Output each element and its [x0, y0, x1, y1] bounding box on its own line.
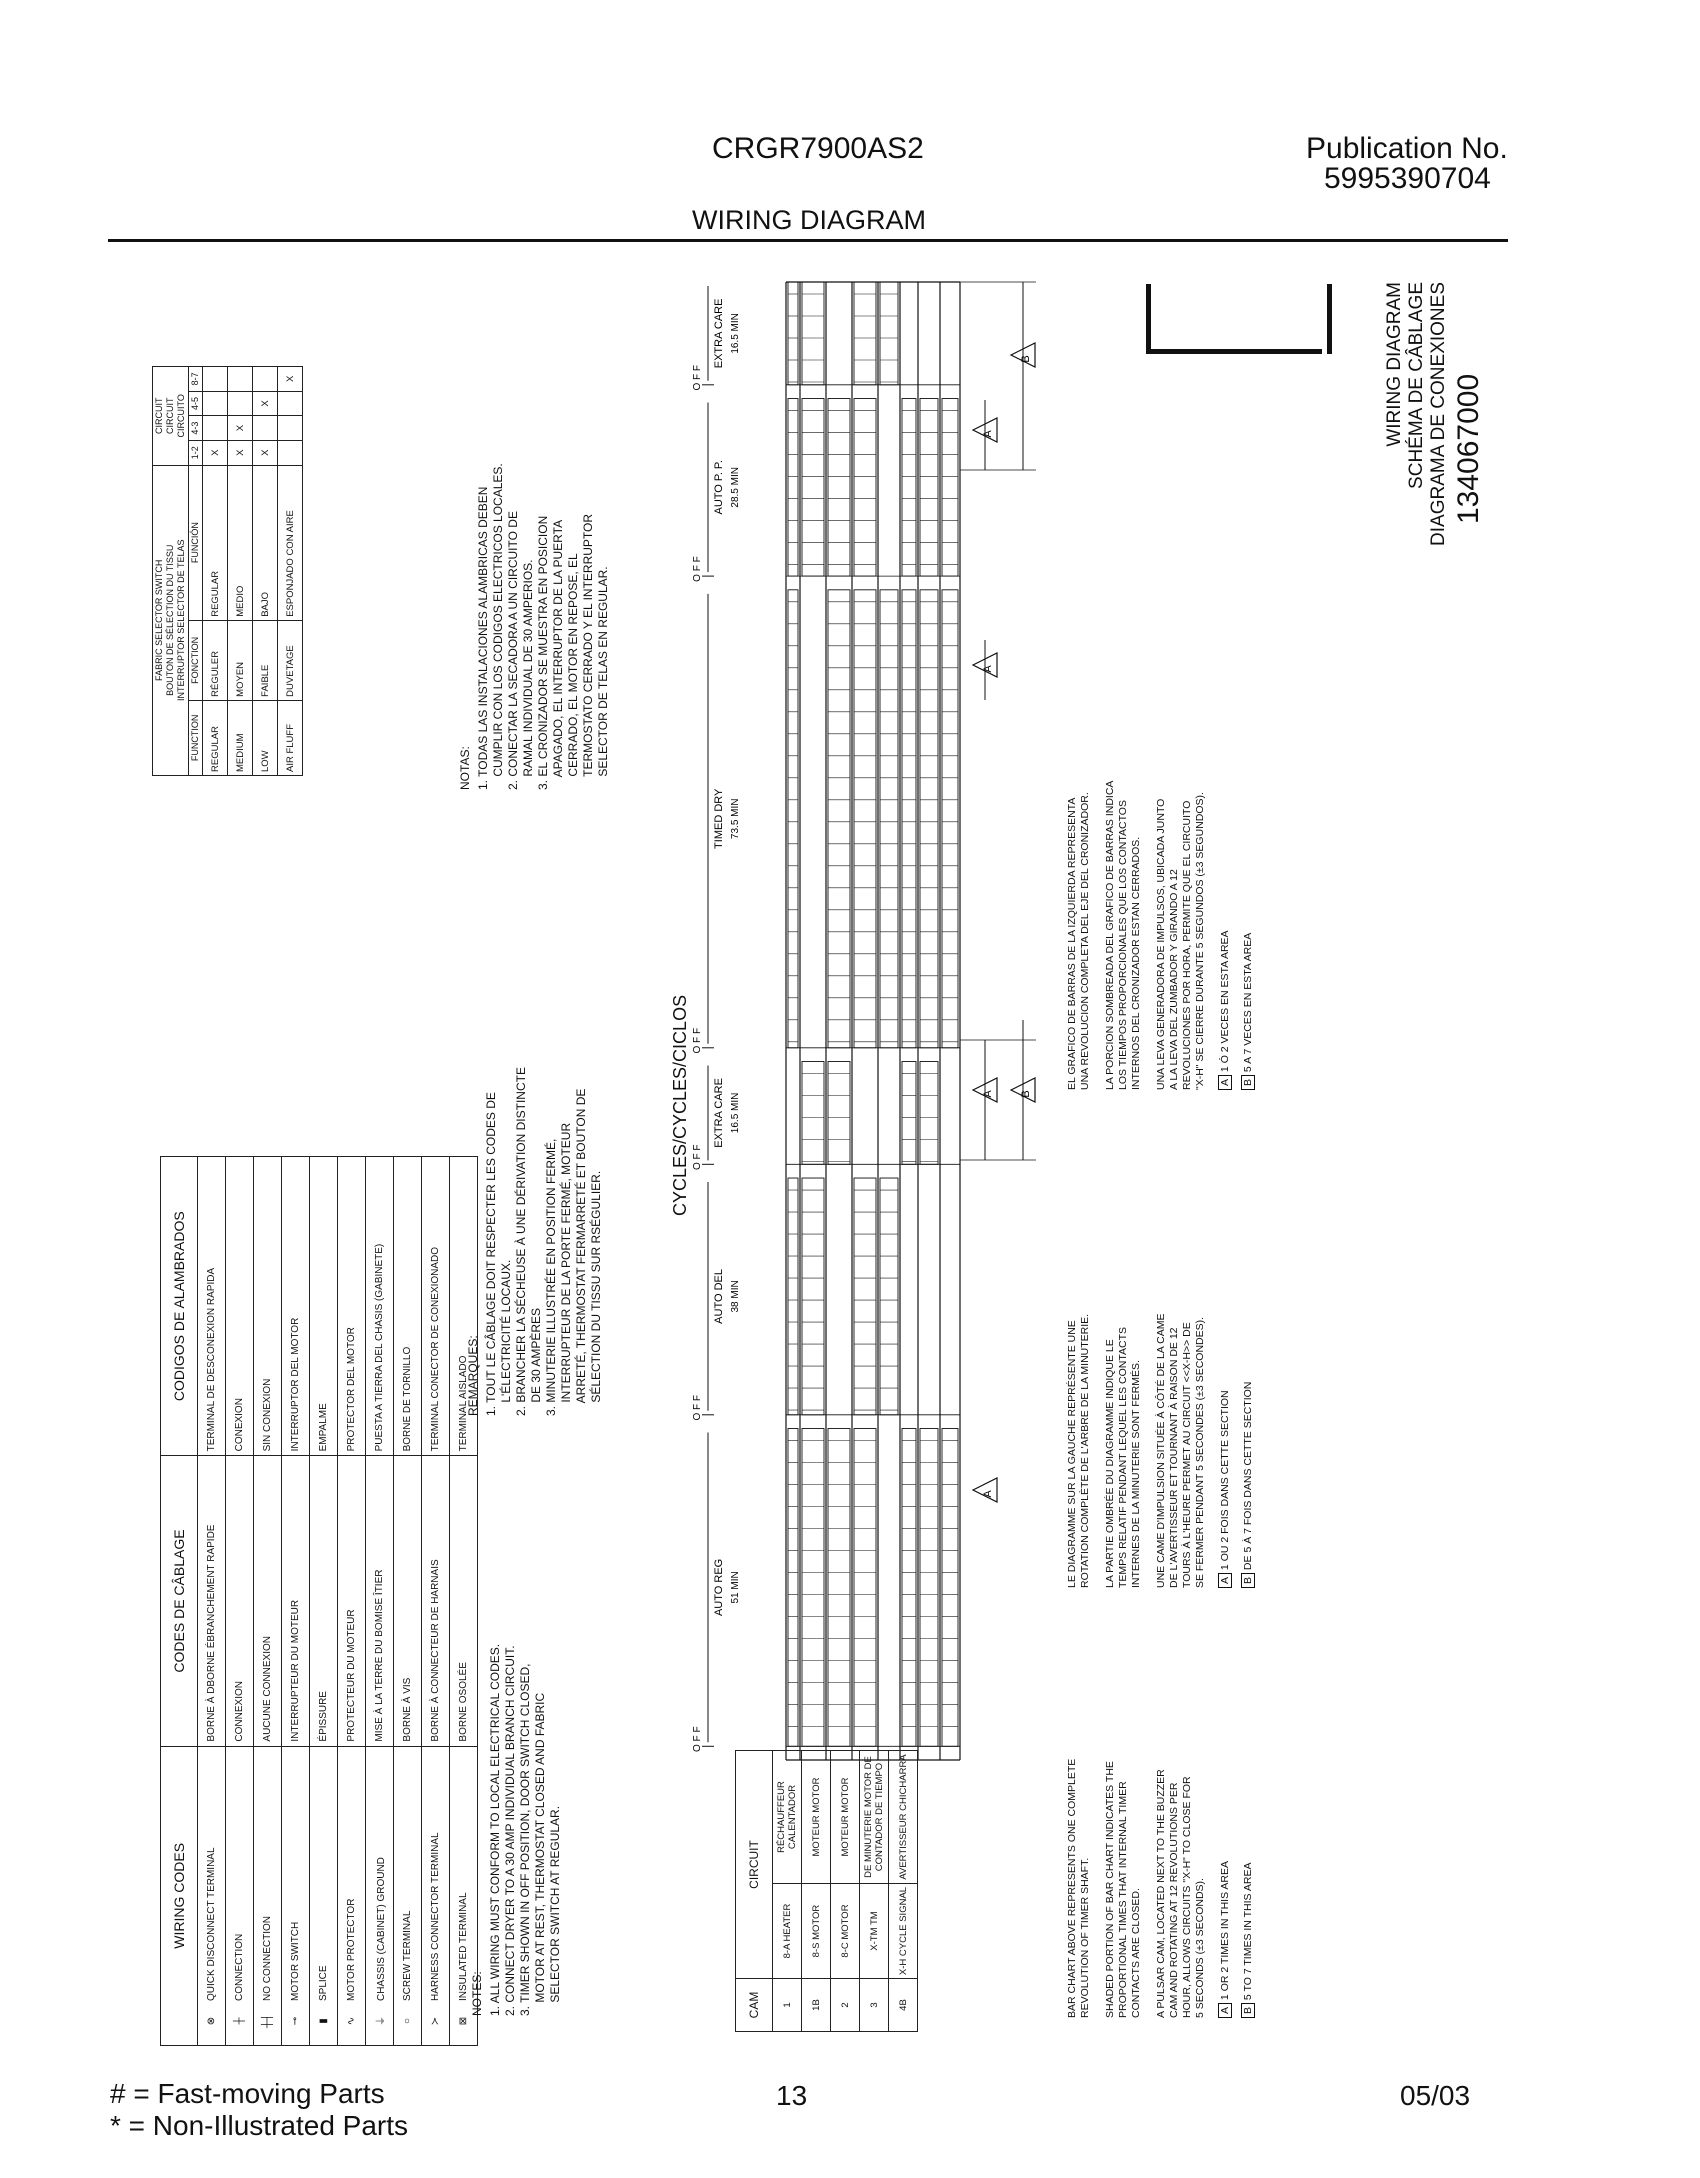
contact-bar: [802, 282, 824, 385]
notes-en: NOTES: 1. ALL WIRING MUST CONFORM TO LOCAL ELECTRICAL CODES. 2. CONNECT DRYER TO A 30 AMP INDIVIDUAL BRANCH CIRCUIT. 3. TIMER SHOWN IN OFF POSITION, DOOR SWITCH CLOSED, MOTOR AT REST, THERMOSTAT CLOSED AND FABRIC SELECTOR SWITCH AT REGULAR.: [470, 1643, 562, 2016]
bar-note-line: LE DIAGRAMME SUR LA GAUCHE REPRÉSENTE UNE: [1066, 1320, 1078, 1588]
circuit-header: CIRCUIT: [736, 1751, 773, 1979]
fs-circuit: CIRCUIT CIRCUIT CIRCUITO: [153, 367, 189, 466]
note-line: RAMAL INDIVIDUAL DE 30 AMPERIOS.: [521, 559, 535, 790]
wiring-code-row: ○SCREW TERMINAL BORNE À VIS BORNE DE TORNILLO: [394, 1157, 422, 2046]
wiring-symbol-icon: ┼┤: [262, 2013, 273, 2029]
publication-number: 5995390704: [1324, 162, 1491, 195]
wiring-code-row: ⊠INSULATED TERMINAL BORNE OSOLÉE TERMINAL AISLADO: [450, 1157, 478, 2046]
off-label: O F F: [692, 1144, 703, 1171]
bar-note-line: LA PARTIE OMBRÉE DU DIAGRAMME INDIQUE LE: [1104, 1339, 1116, 1588]
marker-label: A: [982, 430, 994, 438]
contact-bar: [788, 1429, 798, 1747]
fast-moving-legend: # = Fast-moving Parts: [110, 2078, 385, 2109]
contact-bar: [788, 282, 798, 385]
note-line: 2. CONNECT DRYER TO A 30 AMP INDIVIDUAL BRANCH CIRCUIT.: [503, 1645, 517, 2016]
cycle-minutes: 38 MIN: [730, 1280, 741, 1313]
bar-note-line: HOUR, ALLOWS CIRCUITS "X-H" TO CLOSE FOR: [1181, 1776, 1193, 2018]
cam-row: 1 8-A HEATER RÉCHAUFFEUR CALENTADOR: [773, 1751, 802, 2032]
cam-circuit-table: [735, 1750, 918, 2032]
off-label: O F F: [692, 1726, 703, 1752]
contact-bar: [880, 1178, 898, 1415]
cam-row: 3 X-TM TM DE MINUTERIE MOTOR DE CONTADOR DE TIEMPO: [860, 1751, 889, 2032]
cam-row: 4B X-H CYCLE SIGNAL AVERTISSEUR CHICHARRA: [889, 1751, 918, 2032]
marker-label: B: [1020, 1090, 1032, 1098]
contact-bar: [828, 399, 850, 577]
bar-note-line: LOS TIEMPOS PROPORCIONALES QUE LOS CONTACTOS: [1117, 800, 1129, 1090]
fs-col-header: FUNCIÓN: [189, 465, 203, 620]
cam-row: 2 8-C MOTOR MOTEUR MOTOR: [831, 1751, 860, 2032]
bar-note-line: INTERNES DE LA MINUTERIE SONT FERMÉS.: [1130, 1360, 1142, 1588]
contact-bar: [828, 1062, 850, 1165]
contact-bar: [802, 399, 824, 577]
corner-bracket-bottom: [1146, 349, 1322, 354]
bar-note-line: REVOLUTION OF TIMER SHAFT.: [1079, 1857, 1091, 2018]
cycle-minutes: 28.5 MIN: [730, 467, 741, 508]
wiring-code-row: ⊸MOTOR SWITCH INTERRUPTEUR DU MOTEUR INTERRUPTOR DEL MOTOR: [282, 1157, 310, 2046]
wiring-symbol-icon: ⊠: [458, 2016, 469, 2026]
note-line: 3. TIMER SHOWN IN OFF POSITION, DOOR SWITCH CLOSED,: [518, 1663, 532, 2016]
cycle-label: EXTRA CARE: [713, 1078, 725, 1148]
contact-bar: [920, 590, 938, 1048]
contact-bar: [942, 399, 958, 577]
bar-note-line: INTERNOS DEL CRONIZADOR ESTAN CERRADOS.: [1130, 836, 1142, 1090]
bar-note-line: EL GRAFICO DE BARRAS DE LA IZQUIERDA REPRESENTA: [1066, 797, 1078, 1090]
page-number: 13: [776, 2080, 808, 2111]
note-line: 3. MINUTERIE ILLUSTRÉE EN POSITION FERMÉ,: [544, 1138, 558, 1416]
off-label: O F F: [692, 364, 703, 391]
diagram-number: 134067000: [1452, 373, 1485, 524]
contact-bar: [942, 1429, 958, 1747]
fs-col-header: FUNCTION: [189, 700, 203, 775]
contact-bar: [854, 590, 876, 1048]
wiring-code-row: ┼CONNECTION CONNEXION CONEXION: [226, 1157, 254, 2046]
cam-row: 1B 8-S MOTOR MOTEUR MOTOR: [802, 1751, 831, 2032]
contact-bar: [942, 590, 958, 1048]
contact-bar: [902, 590, 916, 1048]
contact-bar: [902, 1429, 916, 1747]
wiring-symbol-icon: ⊸: [290, 2016, 301, 2026]
wiring-symbol-icon: ○: [402, 2017, 413, 2025]
note-line: 1. ALL WIRING MUST CONFORM TO LOCAL ELECTRICAL CODES.: [488, 1643, 502, 2016]
bar-note-line: SE FERMER PENDANT 5 SECONDES (±3 SECONDES).: [1194, 1316, 1206, 1588]
cycle-label: AUTO DEL: [713, 1269, 725, 1324]
chart-labels: [692, 299, 741, 1752]
bar-note-line: "X-H" SE CIERRE DURANTE 5 SEGUNDOS (±3 SEGUNDOS).: [1194, 792, 1206, 1090]
fs-col-header: 4-5: [189, 391, 203, 416]
fs-col-header: 4-3: [189, 416, 203, 441]
wc-header-es: CODIGOS DE ALAMBRADOS: [161, 1157, 198, 1456]
marker-b-icon: B: [1241, 2003, 1255, 2018]
cycles-title: CYCLES/CYCLES/CICLOS: [670, 994, 690, 1216]
wiring-symbol-icon: ▮: [318, 2018, 329, 2024]
fs-row: REGULAR RÉGULER REGULAR X: [203, 367, 228, 776]
note-line: L'ÉLECTRICITÉ LOCAUX.: [499, 1259, 513, 1416]
contact-bar: [880, 590, 898, 1048]
bar-note-line: CONTACTS ARE CLOSED.: [1130, 1888, 1142, 2018]
bar-note-line: UNA LEVA GENERADORA DE IMPULSOS, UBICADA JUNTO: [1155, 798, 1167, 1090]
contact-bar: [828, 1429, 850, 1747]
cycle-label: TIMED DRY: [713, 788, 725, 849]
marker-label: A: [982, 1490, 994, 1498]
wiring-code-row: ≻HARNESS CONNECTOR TERMINAL BORNE À CONNECTEUR DE HARNAIS TERMINAL CONECTOR DE CONEXIONADO: [422, 1157, 450, 2046]
cycle-label: AUTO P. P.: [713, 460, 725, 515]
note-line: 1. TODAS LAS INSTALACIONES ALAMBRICAS DEBEN: [476, 486, 490, 790]
contact-bar: [788, 399, 798, 577]
note-line: DE 30 AMPÈRES: [529, 1307, 543, 1416]
note-line: SÉLECTION DU TISSU SUR RSÉGULIER.: [589, 1170, 603, 1416]
bar-note-line: BAR CHART ABOVE REPRESENTS ONE COMPLETE: [1066, 1758, 1078, 2018]
contact-bar: [854, 282, 876, 385]
note-line: CERRADO, EL MOTOR EN REPOSE, EL: [566, 553, 580, 790]
revision-date: 05/03: [1400, 2080, 1471, 2111]
contact-bar: [854, 399, 876, 577]
note-line: 2. BRANCHER LA SÉCHEUSE À UNE DÉRIVATION DISTINCTE: [514, 1067, 528, 1416]
contact-bar: [802, 1429, 824, 1747]
non-illustrated-legend: * = Non-Illustrated Parts: [110, 2110, 409, 2141]
note-line: APAGADO, EL INTERRUPTOR DE LA PUERTA: [551, 519, 565, 790]
wiring-code-row: ⊗QUICK DISCONNECT TERMINAL BORNE À DBORNE ÉBRANCHEMENT RAPIDE TERMINAL DE DESCONEXION RAPIDA: [198, 1157, 226, 2046]
note-line: SELECTOR SWITCH AT REGULAR.: [548, 1805, 562, 2016]
notes-fr: REMARQUES: 1. TOUT LE CÂBLAGE DOIT RESPECTER LES CODES DE L'ÉLECTRICITÉ LOCAUX. 2. BRANCHER LA SÉCHEUSE À UNE DÉRIVATION DISTINCTE DE 30 AMPÈRES 3. MINUTERIE ILLUSTRÉE EN POSITION FERMÉ, INTERRUPTEUR DE LA PORTE FERMÉ, MOTEUR ARRETÉ, THERMOSTAT FERMARRETÉ ET BOUTON DE SÉLECTION DU TISSU SUR RSÉGULIER.: [466, 1067, 603, 1416]
contact-bar: [802, 1178, 824, 1415]
bar-note-line: TOURS À L'HEURE PERMET AU CIRCUIT <<X-H>> DE: [1181, 1322, 1193, 1588]
fs-col-header: 8-7: [189, 367, 203, 392]
bar-note-line: A LA LEVA DEL ZUMBADOR Y GIRANDO A 12: [1168, 869, 1180, 1090]
bar-note-line: UNA REVOLUCION COMPLETA DEL EJE DEL CRONIZADOR.: [1079, 792, 1091, 1090]
marker-label: B: [1020, 355, 1032, 363]
note-line: INTERRUPTEUR DE LA PORTE FERMÉ, MOTEUR: [559, 1122, 573, 1416]
marker-a-icon: A: [1218, 1075, 1232, 1090]
cycle-label: AUTO REG: [713, 1558, 725, 1617]
marker-a-icon: A: [1218, 2003, 1232, 2018]
cycle-minutes: 16.5 MIN: [730, 313, 741, 354]
wiring-symbol-icon: ⏚: [376, 2016, 387, 2026]
wiring-code-row: ⏚CHASSIS (CABINET) GROUND MISE À LA TERRE DU BOMISE ÎTIER PUESTA A TIERRA DEL CHASIS (GABINETE): [366, 1157, 394, 2046]
fs-row: MEDIUM MOYEN MEDIO X X: [228, 367, 253, 776]
contact-bar: [802, 1062, 824, 1165]
note-line: 2. CONECTAR LA SECADORA A UN CIRCUITO DE: [506, 511, 520, 790]
off-label: O F F: [692, 556, 703, 582]
bar-note-line: TEMPS RELATIF PENDANT LEQUEL LES CONTACTS: [1117, 1327, 1129, 1588]
bar-notes-es: EL GRAFICO DE BARRAS DE LA IZQUIERDA REPRESENTA UNA REVOLUCION COMPLETA DEL EJE DEL CRONIZADOR. LA PORCION SOMBREADA DEL GRAFICO DE BARRAS INDICA LOS TIEMPOS PROPORCIONALES QUE LOS CONTACTOS INTERNOS DEL CRONIZADOR ESTAN CERRADOS. UNA LEVA GENERADORA DE IMPULSOS, UBICADA JUNTO A LA LEVA DEL ZUMBADOR Y GIRANDO A 12 REVOLUCIONES POR HORA, PERMITE QUE EL CIRCUITO "X-H" SE CIERRE DURANTE 5 SEGUNDOS (±3 SEGUNDOS). A 1 Ó 2 VECES EN ESTA AREA B 5 A 7 VECES EN ESTA AREA: [1066, 640, 1255, 1090]
note-line: SELECTOR DE TELAS EN REGULAR.: [596, 566, 610, 790]
contact-bar: [920, 1062, 938, 1165]
cycle-minutes: 51 MIN: [730, 1571, 741, 1604]
bar-notes-en: BAR CHART ABOVE REPRESENTS ONE COMPLETE REVOLUTION OF TIMER SHAFT. SHADED PORTION OF BAR CHART INDICATES THE PROPORTIONAL TIMES THAT INTERNAL TIMER CONTACTS ARE CLOSED. A PULSAR CAM, LOCATED NEXT TO THE BUZZER CAM AND ROTATING AT 12 REVOLUTIONS PER HOUR, ALLOWS CIRCUITS "X-H" TO CLOSE FOR 5 SECONDS (±3 SECONDS). A 1 OR 2 TIMES IN THIS AREA B 5 TO 7 TIMES IN THIS AREA: [1066, 1598, 1255, 2018]
wiring-symbol-icon: ∿: [346, 2016, 357, 2026]
contact-bar: [920, 1429, 938, 1747]
contact-bar: [920, 399, 938, 577]
contact-bar: [788, 590, 798, 1048]
notes-es: NOTAS: 1. TODAS LAS INSTALACIONES ALAMBRICAS DEBEN CUMPLIR CON LOS CODIGOS ELECTRICOS LOCALES. 2. CONECTAR LA SECADORA A UN CIRCUITO DE RAMAL INDIVIDUAL DE 30 AMPERIOS. 3. EL CRONIZADOR SE MUESTRA EN POSICION APAGADO, EL INTERRUPTOR DE LA PUERTA CERRADO, EL MOTOR EN REPOSE, EL TERMOSTATO CERRADO Y EL INTERRUPTOR SELECTOR DE TELAS EN REGULAR.: [458, 463, 610, 790]
bar-note-line: 5 SECONDS (±3 SECONDS).: [1194, 1878, 1206, 2018]
wiring-code-row: ┼┤NO CONNECTION AUCUNE CONNEXION SIN CONEXION: [254, 1157, 282, 2046]
bar-note-line: LA PORCION SOMBREADA DEL GRAFICO DE BARRAS INDICA: [1104, 780, 1116, 1090]
contact-bar: [880, 282, 898, 385]
page-title: WIRING DIAGRAM: [692, 205, 926, 235]
corner-bracket: [1146, 284, 1332, 354]
fs-col-header: 1-2: [189, 440, 203, 465]
contact-bar: [828, 590, 850, 1048]
contact-bar: [902, 1062, 916, 1165]
wc-header-en: WIRING CODES: [161, 1746, 198, 2045]
wiring-symbol-icon: ┼: [234, 2017, 245, 2025]
contact-bar: [788, 1178, 798, 1415]
wiring-code-row: ∿MOTOR PROTECTOR PROTECTEUR DU MOTEUR PROTECTOR DEL MOTOR: [338, 1157, 366, 2046]
fs-row: AIR FLUFF DUVETAGE ESPONJADO CON AIRE X: [278, 367, 303, 776]
marker-a-icon: A: [1218, 1573, 1232, 1588]
bar-notes-fr: LE DIAGRAMME SUR LA GAUCHE REPRÉSENTE UNE ROTATION COMPLÈTE DE L'ARBRE DE LA MINUTERIE. LA PARTIE OMBRÉE DU DIAGRAMME INDIQUE LE TEMPS RELATIF PENDANT LEQUEL LES CONTACTS INTERNES DE LA MINUTERIE SONT FERMÉS. UNE CAME D'IMPULSION SITUÉE À CÔTÉ DE LA CAME DE L'AVERTISSEUR ET TOURNANT À RAISON DE 12 TOURS À L'HEURE PERMET AU CIRCUIT <<X-H>> DE SE FERMER PENDANT 5 SECONDES (±3 SECONDES). A 1 OU 2 FOIS DANS CETTE SECTION B DE 5 À 7 FOIS DANS CETTE SECTION: [1066, 1168, 1255, 1588]
bar-note-line: UNE CAME D'IMPULSION SITUÉE À CÔTÉ DE LA CAME: [1155, 1313, 1167, 1588]
note-line: MOTOR AT REST, THERMOSTAT CLOSED AND FABRIC: [533, 1692, 547, 2016]
title-block: WIRING DIAGRAM SCHÉMA DE CÂBLAGE DIAGRAMA DE CONEXIONES: [1384, 282, 1449, 546]
marker-label: A: [982, 1090, 994, 1098]
wc-header-fr: CODES DE CÂBLAGE: [161, 1456, 198, 1746]
cycle-minutes: 73.5 MIN: [730, 798, 741, 840]
cycle-label: EXTRA CARE: [713, 298, 725, 369]
chart-bars: [788, 282, 958, 1746]
note-line: CUMPLIR CON LOS CODIGOS ELECTRICOS LOCALES.: [491, 463, 505, 790]
marker-b-icon: B: [1241, 1075, 1255, 1090]
wiring-code-row: ▮SPLICE ÉPISSURE EMPALME: [310, 1157, 338, 2046]
fs-row: LOW FAIBLE BAJO X X: [253, 367, 278, 776]
bar-note-line: SHADED PORTION OF BAR CHART INDICATES THE: [1104, 1761, 1116, 2018]
contact-bar: [854, 1429, 876, 1747]
wiring-symbol-icon: ⊗: [206, 2016, 217, 2026]
bar-note-line: DE L'AVERTISSEUR ET TOURNANT À RAISON DE 12: [1168, 1327, 1180, 1588]
note-line: 1. TOUT LE CÂBLAGE DOIT RESPECTER LES CODES DE: [484, 1092, 498, 1416]
marker-label: A: [982, 665, 994, 673]
contact-bar: [854, 1178, 876, 1415]
bar-note-line: ROTATION COMPLÈTE DE L'ARBRE DE LA MINUTERIE.: [1079, 1313, 1091, 1588]
wiring-symbol-icon: ≻: [430, 2016, 441, 2026]
off-label: O F F: [692, 1027, 703, 1054]
contact-bar: [902, 399, 916, 577]
note-line: 3. EL CRONIZADOR SE MUESTRA EN POSICION: [536, 515, 550, 790]
off-label: O F F: [692, 1394, 703, 1421]
bar-note-line: CAM AND ROTATING AT 12 REVOLUTIONS PER: [1168, 1782, 1180, 2018]
chart-marks: [960, 282, 1036, 1502]
bar-note-line: REVOLUCIONES POR HORA, PERMITE QUE EL CIRCUITO: [1181, 800, 1193, 1090]
fs-col-header: FONCTION: [189, 620, 203, 700]
fs-title: FABRIC SELECTOR SWITCH BOUTON DE SÉLECTION DU TISSU INTERRUPTOR SELECTOR DE TELAS: [153, 465, 189, 775]
publication-label: Publication No.: [1306, 132, 1508, 165]
bar-note-line: PROPORTIONAL TIMES THAT INTERNAL TIMER: [1117, 1781, 1129, 2018]
marker-b-icon: B: [1241, 1573, 1255, 1588]
note-line: ARRETÉ, THERMOSTAT FERMARRETÉ ET BOUTON DE: [574, 1088, 588, 1416]
cam-header: CAM: [736, 1979, 773, 2032]
bar-note-line: A PULSAR CAM, LOCATED NEXT TO THE BUZZER: [1155, 1769, 1167, 2018]
model-number: CRGR7900AS2: [712, 132, 924, 165]
cycle-minutes: 16.5 MIN: [730, 1092, 741, 1134]
note-line: TERMOSTATO CERRADO Y EL INTERRUPTOR: [581, 513, 595, 790]
